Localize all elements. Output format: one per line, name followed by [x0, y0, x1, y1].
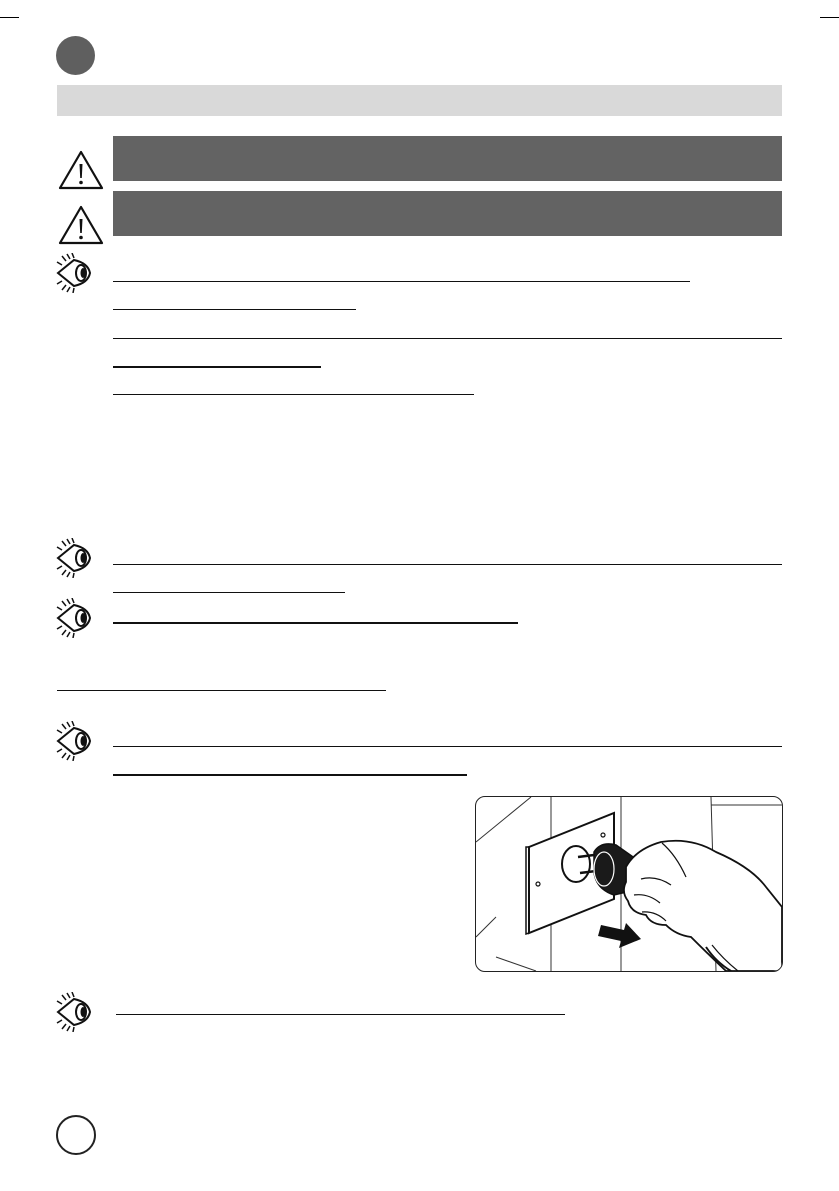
crop-mark-left: [0, 17, 19, 18]
text-line: [113, 564, 782, 565]
text-line: [113, 394, 474, 395]
eye-icon: [54, 992, 94, 1032]
text-line: [113, 774, 467, 776]
unplug-illustration: [475, 796, 783, 972]
text-line: [113, 309, 356, 310]
eye-icon: [54, 253, 94, 293]
text-line: [113, 281, 690, 282]
eye-icon: [54, 721, 94, 761]
warning-bar-2: [113, 191, 782, 236]
section-title-bar: [57, 85, 782, 116]
text-line: [113, 366, 321, 368]
page-number-circle: [56, 1115, 96, 1155]
warning-bar-1: [113, 136, 782, 181]
crop-mark-right: [820, 17, 839, 18]
text-line: [113, 338, 782, 339]
warning-triangle-icon: [58, 149, 98, 189]
chapter-circle: [56, 36, 95, 75]
text-line: [113, 746, 782, 747]
text-line: [116, 1014, 565, 1015]
text-line: [113, 592, 345, 593]
eye-icon: [54, 598, 94, 638]
eye-icon: [54, 538, 94, 578]
warning-triangle-icon: [58, 204, 98, 244]
text-line: [113, 622, 518, 624]
subheading-line: [57, 690, 386, 691]
